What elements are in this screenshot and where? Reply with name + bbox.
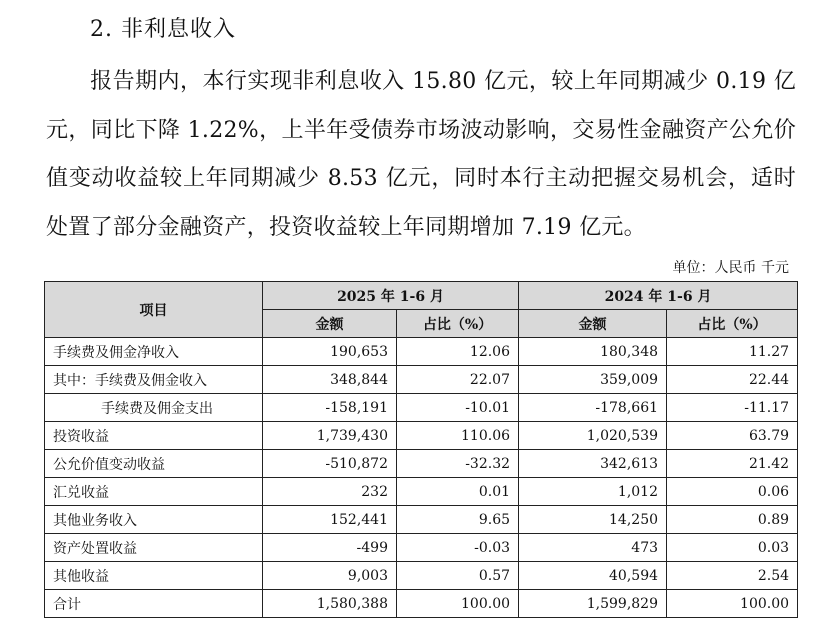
amount-2025: 348,844 (263, 366, 397, 394)
table-row (45, 338, 798, 366)
non-interest-income-table (44, 281, 798, 618)
share-2024: 21.42 (667, 450, 798, 478)
table-row (45, 366, 798, 394)
header-period-2024: 2024 年 1-6 月 (519, 282, 798, 310)
amount-2025: 1,580,388 (263, 590, 397, 618)
row-label: 手续费及佣金支出 (45, 394, 263, 422)
share-2024: 2.54 (667, 562, 798, 590)
share-2025: -32.32 (397, 450, 519, 478)
share-2025: -0.03 (397, 534, 519, 562)
amount-2024: 359,009 (519, 366, 667, 394)
amount-2024: -178,661 (519, 394, 667, 422)
row-label: 其中：手续费及佣金收入 (45, 366, 263, 394)
share-2024: 63.79 (667, 422, 798, 450)
row-label: 资产处置收益 (45, 534, 263, 562)
header-period-2025: 2025 年 1-6 月 (263, 282, 519, 310)
amount-2025: 9,003 (263, 562, 397, 590)
table-row-total (45, 590, 798, 618)
share-2024: 0.89 (667, 506, 798, 534)
amount-2025: -158,191 (263, 394, 397, 422)
section-heading: 2. 非利息收入 (90, 17, 236, 42)
header-amount-2025: 金额 (263, 310, 397, 338)
paragraph-text: 报告期内，本行实现非利息收入 15.80 亿元，较上年同期减少 0.19 亿元，同比下降 1.22%，上半年受债券市场波动影响，交易性金融资产公允价值变动收益较上年同期减少 8.53 亿元，同时本行主动把握交易机会，适时处置了部分金融资产，投资收益较上年同期增加 7.19 亿元。 (46, 69, 796, 240)
table-row (45, 506, 798, 534)
amount-2024: 473 (519, 534, 667, 562)
row-label: 投资收益 (45, 422, 263, 450)
amount-2025: 152,441 (263, 506, 397, 534)
table-row (45, 422, 798, 450)
share-2025: 100.00 (397, 590, 519, 618)
table-row (45, 478, 798, 506)
table-row (45, 450, 798, 478)
header-share-2025: 占比（%） (397, 310, 519, 338)
header-amount-2024: 金额 (519, 310, 667, 338)
amount-2025: -499 (263, 534, 397, 562)
share-2024: -11.17 (667, 394, 798, 422)
header-share-2024: 占比（%） (667, 310, 798, 338)
amount-2024: 342,613 (519, 450, 667, 478)
unit-note: 单位：人民币 千元 (672, 260, 789, 276)
share-2025: 110.06 (397, 422, 519, 450)
share-2025: 0.01 (397, 478, 519, 506)
row-label: 手续费及佣金净收入 (45, 338, 263, 366)
row-label: 公允价值变动收益 (45, 450, 263, 478)
amount-2024: 1,599,829 (519, 590, 667, 618)
amount-2024: 1,020,539 (519, 422, 667, 450)
share-2025: 0.57 (397, 562, 519, 590)
row-label: 其他业务收入 (45, 506, 263, 534)
row-label: 合计 (45, 590, 263, 618)
share-2024: 0.06 (667, 478, 798, 506)
row-label: 其他收益 (45, 562, 263, 590)
amount-2024: 1,012 (519, 478, 667, 506)
share-2025: 22.07 (397, 366, 519, 394)
amount-2024: 180,348 (519, 338, 667, 366)
share-2025: -10.01 (397, 394, 519, 422)
table-row (45, 394, 798, 422)
amount-2025: 1,739,430 (263, 422, 397, 450)
share-2025: 9.65 (397, 506, 519, 534)
share-2024: 100.00 (667, 590, 798, 618)
share-2024: 22.44 (667, 366, 798, 394)
amount-2024: 40,594 (519, 562, 667, 590)
amount-2025: 232 (263, 478, 397, 506)
header-item: 项目 (45, 282, 263, 338)
table-row (45, 562, 798, 590)
amount-2024: 14,250 (519, 506, 667, 534)
table-row (45, 534, 798, 562)
body-paragraph (46, 58, 796, 252)
row-label: 汇兑收益 (45, 478, 263, 506)
amount-2025: 190,653 (263, 338, 397, 366)
share-2024: 11.27 (667, 338, 798, 366)
amount-2025: -510,872 (263, 450, 397, 478)
share-2025: 12.06 (397, 338, 519, 366)
share-2024: 0.03 (667, 534, 798, 562)
